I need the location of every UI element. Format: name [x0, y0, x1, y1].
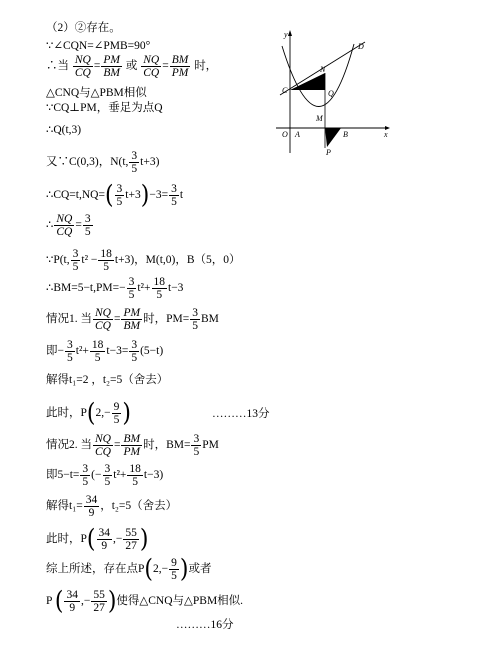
label-a: A	[295, 130, 300, 139]
points-p-m-b-line: ∵P(t, $\frac{3}{5}$ t² − $\frac{18}{5}$ t+3)，M(t,0)，B（5，0）	[46, 248, 241, 273]
label-d: D	[358, 42, 364, 51]
perpendicular-line: ∵CQ⊥PM，垂足为点Q	[46, 102, 163, 114]
score-16: ………16分	[176, 619, 234, 631]
case1-point: 此时，P(2,− $\frac{9}{5}$ ) ………13分	[46, 398, 270, 428]
label-n: N	[320, 65, 326, 74]
label-c: C	[282, 86, 288, 95]
label-b: B	[343, 130, 348, 139]
case1-condition: 情况1. 当 $\frac{NQ}{CQ}$ = $\frac{PM}{BM}$ 时，PM= $\frac{3}{5}$ BM	[46, 307, 219, 332]
label-m: M	[316, 114, 323, 123]
angle-equality: ∵∠CQN=∠PMB=90°	[46, 40, 151, 52]
case2-solution: 解得t₁= $\frac{34}{9}$ ，t₂=5（舍去）	[46, 494, 178, 519]
conclusion-line-2: P ( $\frac{34}{9}$ ,− $\frac{55}{27}$ )使得△CNQ与△PBM相似.	[46, 586, 244, 616]
triangle-pbm	[325, 128, 341, 147]
label-x: x	[384, 130, 388, 139]
parabola-curve	[282, 44, 354, 107]
point-q-line: ∴Q(t,3)	[46, 124, 82, 136]
bm-pm-line: ∴BM=5−t,PM=− $\frac{3}{5}$ t²+ $\frac{18}{5}$ t−3	[46, 276, 184, 301]
case2-equation: 即5−t= $\frac{3}{5}$ (− $\frac{3}{5}$ t²+ $\frac{18}{5}$ t−3)	[46, 463, 164, 488]
label-o: O	[282, 130, 288, 139]
case2-condition: 情况2. 当 $\frac{NQ}{CQ}$ = $\frac{BM}{PM}$ 时，BM= $\frac{3}{5}$ PM	[46, 433, 219, 458]
score-13: ………13分	[212, 408, 270, 420]
label-y: y	[284, 30, 288, 39]
similar-triangles-line: △CNQ与△PBM相似	[46, 87, 147, 99]
points-c-n-line: 又∵C(0,3)，N(t, $\frac{3}{5}$ t+3)	[46, 150, 160, 175]
label-q: Q	[328, 89, 334, 98]
similarity-condition: ∴当 $\frac{NQ}{CQ}$ = $\frac{PM}{BM}$ 或 $\frac{NQ}{CQ}$ = $\frac{BM}{PM}$ 时，	[46, 54, 218, 79]
case1-solution: 解得t₁=2 ，t₂=5（舍去）	[46, 374, 169, 386]
ratio-line: ∴ $\frac{NQ}{CQ}$ = $\frac{3}{5}$	[46, 213, 91, 238]
case2-point: 此时，P( $\frac{34}{9}$ ,− $\frac{55}{27}$ )	[46, 524, 149, 554]
parabola-graph	[270, 28, 400, 160]
part-heading: （2）②存在。	[46, 22, 121, 34]
cq-nq-line: ∴CQ=t,NQ=( $\frac{3}{5}$ t+3)−3= $\frac{3}{5}$ t	[46, 180, 184, 210]
case1-equation: 即− $\frac{3}{5}$ t²+ $\frac{18}{5}$ t−3= $\frac{3}{5}$ (5−t)	[46, 339, 164, 364]
y-axis-arrow	[288, 30, 292, 36]
conclusion-line: 综上所述，存在点P(2,− $\frac{9}{5}$ )或者	[46, 554, 212, 584]
label-p: P	[326, 148, 331, 157]
